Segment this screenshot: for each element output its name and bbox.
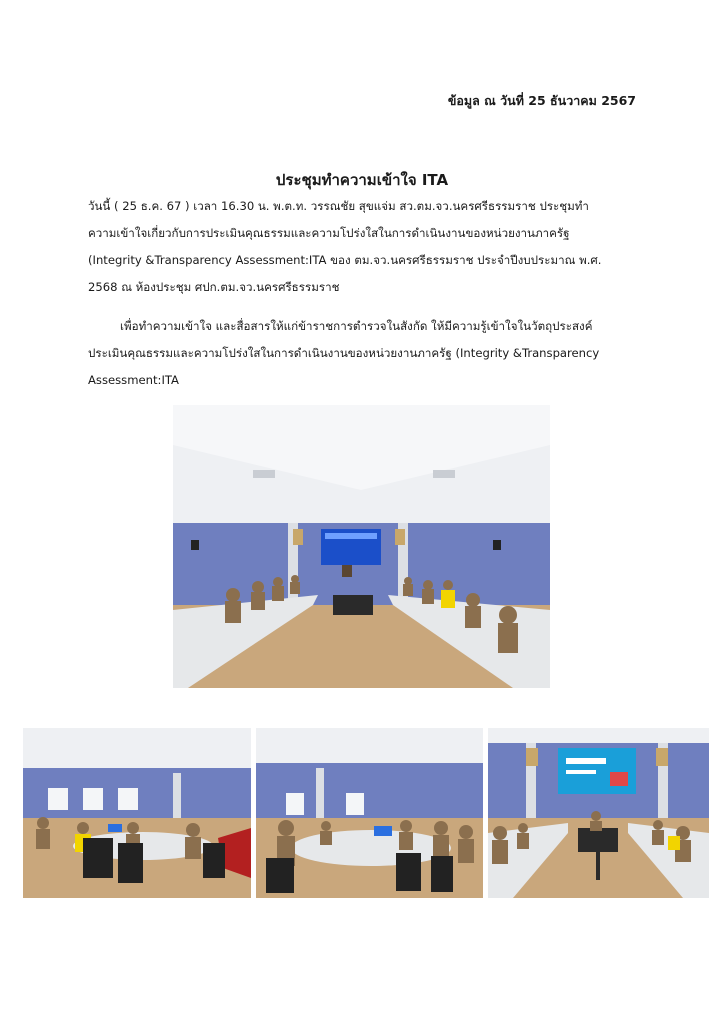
paragraph1-line4: 2568 ณ ห้องประชุม ศปก.ตม.จว.นครศรีธรรมราช (88, 280, 340, 294)
paragraph2-line1: เพื่อทำความเข้าใจ และสื่อสารให้แก่ข้าราชการตำรวจในสังกัด ให้มีความรู้เข้าใจในวัตถุประสงค์ (120, 319, 593, 333)
paragraph-purpose (88, 313, 644, 394)
paragraph-meeting-details (88, 193, 644, 301)
page-title: ประชุมทำความเข้าใจ ITA (275, 171, 449, 189)
paragraph1-line1: วันนี้ ( 25 ธ.ค. 67 ) เวลา 16.30 น. พ.ต.ท. วรรณชัย สุขแจ่ม สว.ตม.จว.นครศรีธรรมราช ประชุมทำ (88, 199, 589, 213)
meeting-photo-left (23, 728, 251, 898)
meeting-photo-middle (256, 728, 483, 898)
paragraph1-line3: (Integrity &Transparency Assessment:ITA ของ ตม.จว.นครศรีธรรมราช ประจำปีงบประมาณ พ.ศ. (88, 253, 602, 267)
date-line: ข้อมูล ณ วันที่ 25 ธันวาคม 2567 (447, 93, 636, 108)
paragraph1-line2: ความเข้าใจเกี่ยวกับการประเมินคุณธรรมและความโปร่งใสในการดำเนินงานของหน่วยงานภาครัฐ (88, 226, 570, 240)
meeting-photo-right (488, 728, 709, 898)
paragraph2-line3: Assessment:ITA (88, 373, 179, 387)
paragraph2-line2: ประเมินคุณธรรมและความโปร่งใสในการดำเนินงานของหน่วยงานภาครัฐ (Integrity &Transparency (88, 346, 600, 360)
meeting-photo-main (173, 405, 550, 688)
